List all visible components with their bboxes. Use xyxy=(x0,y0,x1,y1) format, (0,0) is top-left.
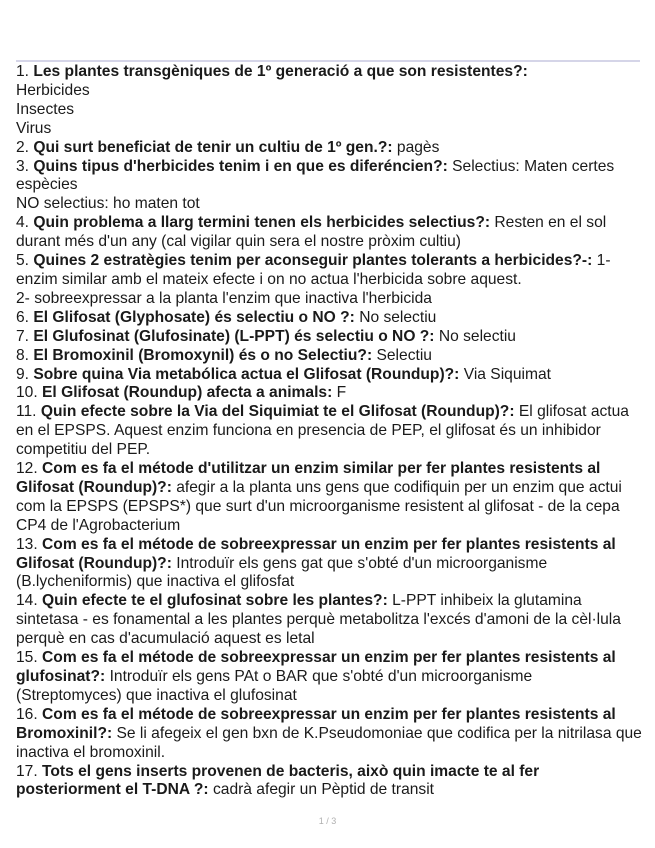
qa-question: Com es fa el métode de sobreexpressar un enzim per fer plantes resistents al Glifosat (Roundup)?: xyxy=(16,535,616,572)
qa-item xyxy=(16,384,642,403)
qa-question: El Bromoxinil (Bromoxynil) és o no Selectiu?: xyxy=(33,346,373,364)
qa-answer: No selectiu xyxy=(359,308,437,326)
qa-answer: Introduïr els gens gat que s'obté d'un microorganisme (B.lycheniformis) que inactiva el glifosfat xyxy=(16,554,548,591)
qa-question: Com es fa el métode de sobreexpressar un enzim per fer plantes resistents al glufosinat?: xyxy=(16,649,616,685)
qa-item xyxy=(16,460,642,536)
qa-number: 9. xyxy=(16,365,30,383)
qa-item xyxy=(16,536,642,593)
qa-question: Quin problema a llarg termini tenen els herbicides selectius?: xyxy=(33,214,491,232)
qa-item xyxy=(16,139,642,158)
qa-number: 2. xyxy=(16,138,30,156)
qa-item xyxy=(16,366,642,385)
qa-number: 3. xyxy=(16,157,30,175)
qa-answer: cadrà afegir un Pèptid de transit xyxy=(212,781,435,799)
qa-item xyxy=(16,252,642,290)
qa-number: 11. xyxy=(16,403,37,421)
qa-answer-line: Herbicides xyxy=(16,81,90,99)
qa-question: Quins tipus d'herbicides tenim i en que es diferéncien?: xyxy=(33,157,448,175)
qa-answer: Via Siquimat xyxy=(463,365,551,383)
qa-answer: Se li afegeix el gen bxn de K.Pseudomoniae que codifica per la nitrilasa que inactiva el bromoxinil. xyxy=(16,724,642,761)
qa-item xyxy=(16,214,642,252)
qa-number: 8. xyxy=(16,346,30,364)
qa-number: 14. xyxy=(16,592,38,610)
qa-answer: Selectius: Maten certes espècies xyxy=(16,157,615,194)
qa-question: Com es fa el métode de sobreexpressar un enzim per fer plantes resistents al Bromoxinil?: xyxy=(16,705,616,742)
qa-question: Tots el gens inserts provenen de bacteris, això quin imacte te al fer posteriorment el T-DNA ?: xyxy=(16,762,540,799)
qa-answer-line: Virus xyxy=(16,119,52,137)
qa-question: Quin efecte sobre la Via del Siquimiat te el Glifosat (Roundup)?: xyxy=(40,403,515,421)
qa-question: Quines 2 estratègies tenim per aconseguir plantes tolerants a herbicides?-: xyxy=(33,252,593,270)
qa-number: 7. xyxy=(16,327,30,345)
qa-question: El Glifosat (Glyphosate) és selectiu o NO ?: xyxy=(33,308,355,326)
qa-answer: pagès xyxy=(396,138,440,156)
qa-number: 1. xyxy=(16,63,30,80)
qa-answer-line: 2- sobreexpressar a la planta l'enzim que inactiva l'herbicida xyxy=(16,289,432,307)
qa-list xyxy=(16,63,642,800)
qa-number: 16. xyxy=(16,705,38,723)
qa-answer: Introduïr els gens PAt o BAR que s'obté d'un microorganisme (Streptomyces) que inactiva el glufosinat xyxy=(16,668,533,704)
qa-answer: 1- enzim similar amb el mateix efecte i on no actua l'herbicida sobre aquest. xyxy=(16,252,611,288)
qa-item xyxy=(16,347,642,366)
qa-item xyxy=(16,328,642,347)
qa-item xyxy=(16,158,642,196)
qa-answer: L-PPT inhibeix la glutamina sintetasa - es fonamental a les plantes perquè metabolitza l'excés d'amoni de la cèl·lula perquè en cas d'acumulació aquest es letal xyxy=(16,592,621,648)
qa-answer: F xyxy=(336,384,347,402)
top-rule xyxy=(16,60,640,62)
qa-item xyxy=(16,63,642,82)
qa-number: 4. xyxy=(16,214,30,232)
qa-item xyxy=(16,403,642,460)
qa-number: 12. xyxy=(16,460,38,478)
qa-number: 13. xyxy=(16,535,38,553)
qa-answer: afegir a la planta uns gens que codifiquin per un enzim que actui com la EPSPS (EPSPS*) que surt d'un microorganisme resistent al glifosat - de la cepa CP4 de l'Agrobacterium xyxy=(16,478,622,534)
page-number: 1 / 3 xyxy=(318,816,337,826)
qa-answer: El glifosat actua en el EPSPS. Aquest enzim funciona en presencia de PEP, el glifosat és un inhibidor competitiu del PEP. xyxy=(16,403,629,459)
qa-answer: Resten en el sol durant més d'un any (cal vigilar quin sera el nostre pròxim cultiu) xyxy=(16,214,607,251)
qa-answer-line: Insectes xyxy=(16,100,75,118)
qa-number: 15. xyxy=(16,649,38,667)
qa-number: 6. xyxy=(16,308,30,326)
qa-number: 10. xyxy=(16,384,38,402)
qa-answer-line: NO selectius: ho maten tot xyxy=(16,195,200,213)
qa-item xyxy=(16,649,642,706)
qa-item xyxy=(16,592,642,649)
qa-question: Com es fa el métode d'utilitzar un enzim similar per fer plantes resistents al Glifosat (Roundup)?: xyxy=(16,460,601,496)
qa-answer: No selectiu xyxy=(438,327,516,345)
qa-question: El Glufosinat (Glufosinate) (L-PPT) és selectiu o NO ?: xyxy=(33,327,435,345)
qa-answer: Selectiu xyxy=(376,346,432,364)
qa-item xyxy=(16,706,642,763)
qa-item xyxy=(16,763,642,801)
qa-question: Sobre quina Via metabólica actua el Glifosat (Roundup)?: xyxy=(33,365,460,383)
qa-number: 17. xyxy=(16,762,38,780)
qa-item xyxy=(16,309,642,328)
qa-question: El Glifosat (Roundup) afecta a animals: xyxy=(42,384,333,402)
qa-question: Quin efecte te el glufosinat sobre les plantes?: xyxy=(42,592,388,610)
qa-number: 5. xyxy=(16,252,30,270)
qa-question: Qui surt beneficiat de tenir un cultiu de 1º gen.?: xyxy=(33,138,393,156)
qa-question: Les plantes transgèniques de 1º generació a que son resistentes?: xyxy=(33,63,528,80)
